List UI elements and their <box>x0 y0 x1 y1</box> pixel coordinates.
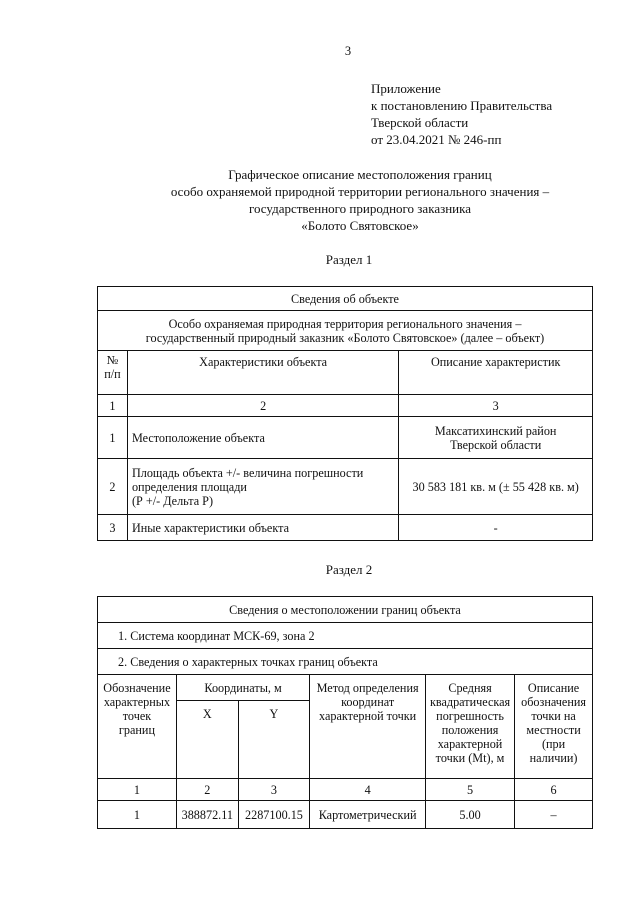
point-number: 1 <box>98 801 177 829</box>
row-name-line: определения площади <box>131 479 247 494</box>
page-number: 3 <box>344 44 352 58</box>
row-name-line: Площадь объекта +/- величина погрешности <box>131 465 364 480</box>
row-number: 2 <box>98 459 128 515</box>
table-title: Сведения о местоположении границ объекта <box>98 597 593 623</box>
header-x: X <box>176 701 238 779</box>
col-number: 1 <box>98 395 128 417</box>
appendix-block <box>371 80 552 148</box>
appendix-line: от 23.04.2021 № 246-пп <box>371 132 502 147</box>
section2-heading: Раздел 2 <box>325 562 373 577</box>
header-line: погрешность <box>436 709 504 723</box>
header-line: Описание <box>527 681 580 695</box>
header-line: границ <box>118 723 155 737</box>
col-number: 4 <box>310 779 426 801</box>
header-line: наличии) <box>529 751 578 765</box>
title-line: особо охраняемой природной территории регионального значения – <box>170 184 550 199</box>
header-line: положения <box>441 723 499 737</box>
row-value: - <box>399 515 593 541</box>
header-line: координат <box>341 695 395 709</box>
row-value-line: Тверской области <box>450 437 542 452</box>
row-name <box>127 459 398 515</box>
header-line: характерных <box>103 695 171 709</box>
section1-heading: Раздел 1 <box>325 252 373 267</box>
row-value: 30 583 181 кв. м (± 55 428 кв. м) <box>399 459 593 515</box>
object-name-cell <box>98 311 593 351</box>
header-line: характерной точки <box>319 709 417 723</box>
points-title: 2. Сведения о характерных точках границ объекта <box>98 649 593 675</box>
point-marking: – <box>515 801 593 829</box>
header-accuracy <box>425 675 514 779</box>
point-x: 388872.11 <box>176 801 238 829</box>
point-method: Картометрический <box>310 801 426 829</box>
row-name: Местоположение объекта <box>127 417 398 459</box>
header-num-line: п/п <box>104 367 121 381</box>
coord-system: 1. Система координат МСК-69, зона 2 <box>98 623 593 649</box>
row-name-line: (Р +/- Дельта Р) <box>131 493 214 508</box>
title-line: Графическое описание местоположения границ <box>228 167 492 182</box>
header-y: Y <box>238 701 310 779</box>
header-characteristics: Характеристики объекта <box>127 351 398 395</box>
header-line: точки (Mt), м <box>435 751 505 765</box>
table-row <box>98 515 593 541</box>
header-line: Метод определения <box>316 681 419 695</box>
object-info-table <box>97 286 593 541</box>
document-title <box>0 166 640 234</box>
header-method <box>310 675 426 779</box>
title-line: государственного природного заказника <box>248 201 472 216</box>
header-description: Описание характеристик <box>399 351 593 395</box>
object-name-line: государственный природный заказник «Болото Святовское» (далее – объект) <box>145 330 545 345</box>
col-number: 3 <box>399 395 593 417</box>
row-value-line: Максатихинский район <box>434 423 557 438</box>
col-number: 6 <box>515 779 593 801</box>
row-value <box>399 417 593 459</box>
header-line: характерной <box>437 737 503 751</box>
table-row <box>98 801 593 829</box>
table-title: Сведения об объекте <box>98 287 593 311</box>
col-number: 2 <box>127 395 398 417</box>
header-num <box>98 351 128 395</box>
header-line: (при <box>541 737 566 751</box>
title-line: «Болото Святовское» <box>301 218 419 233</box>
table-row <box>98 417 593 459</box>
point-accuracy: 5.00 <box>425 801 514 829</box>
appendix-line: Приложение <box>371 81 441 96</box>
col-number: 3 <box>238 779 310 801</box>
header-coords: Координаты, м <box>176 675 309 701</box>
row-number: 3 <box>98 515 128 541</box>
header-line: квадратическая <box>429 695 511 709</box>
appendix-line: Тверской области <box>371 115 469 130</box>
header-line: Обозначение <box>103 681 171 695</box>
header-line: обозначения <box>521 695 586 709</box>
table-row <box>98 459 593 515</box>
header-line: местности <box>526 723 581 737</box>
header-line: Средняя <box>448 681 492 695</box>
header-num-line: № <box>106 353 119 367</box>
col-number: 2 <box>176 779 238 801</box>
header-marking <box>515 675 593 779</box>
object-name-line: Особо охраняемая природная территория регионального значения – <box>168 316 522 331</box>
col-number: 1 <box>98 779 177 801</box>
header-line: точек <box>122 709 152 723</box>
appendix-line: к постановлению Правительства <box>371 98 553 113</box>
row-name: Иные характеристики объекта <box>127 515 398 541</box>
boundary-table <box>97 596 593 829</box>
point-y: 2287100.15 <box>238 801 310 829</box>
header-designation <box>98 675 177 779</box>
header-line: точки на <box>531 709 576 723</box>
col-number: 5 <box>425 779 514 801</box>
row-number: 1 <box>98 417 128 459</box>
